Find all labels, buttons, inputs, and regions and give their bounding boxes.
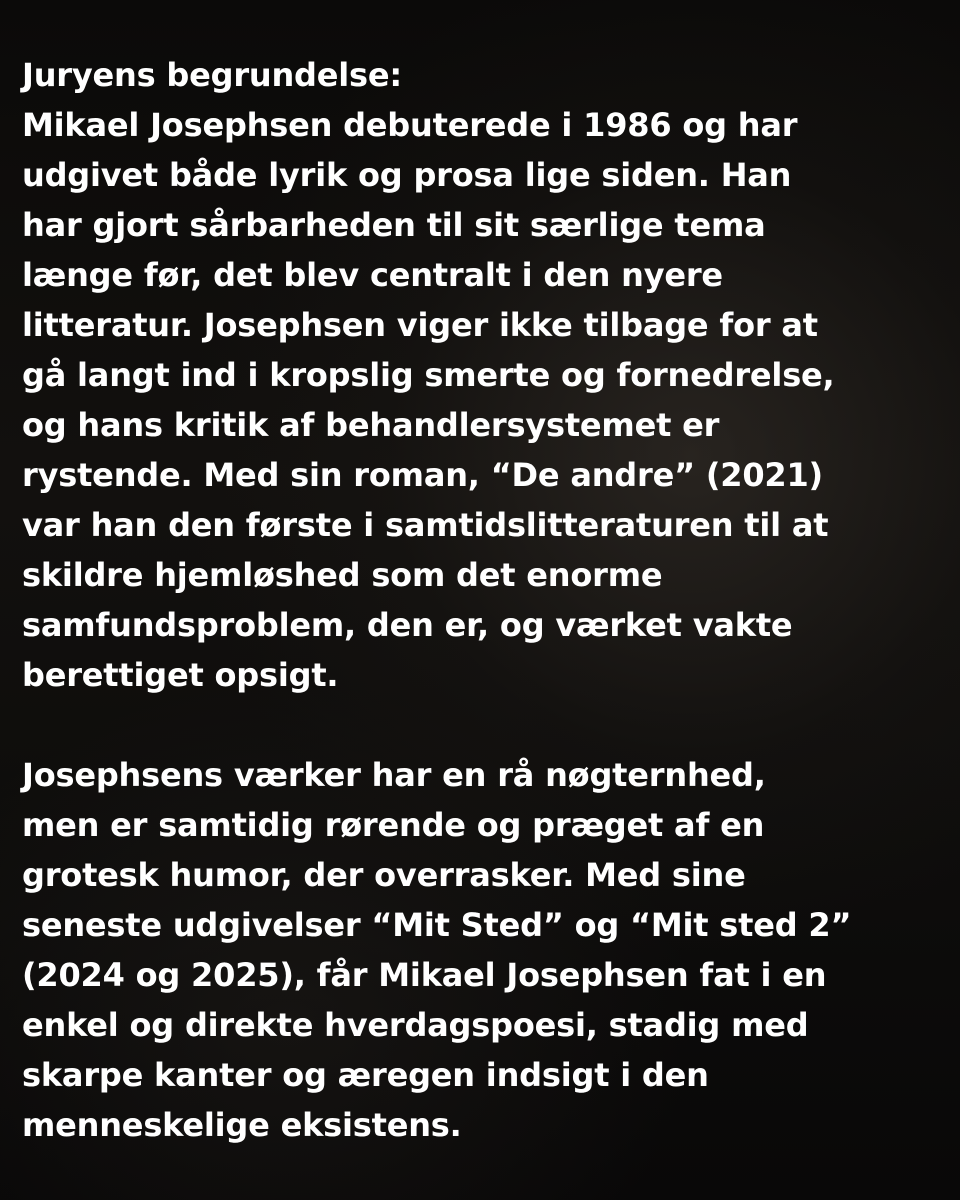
statement-paragraph-1 xyxy=(22,100,942,700)
paragraph-line: og hans kritik af behandlersystemet er xyxy=(22,406,720,444)
paragraph-line: berettiget opsigt. xyxy=(22,656,339,694)
paragraph-line: længe før, det blev centralt i den nyere xyxy=(22,256,723,294)
paragraph-line: udgivet både lyrik og prosa lige siden. Han xyxy=(22,156,792,194)
paragraph-line: men er samtidig rørende og præget af en xyxy=(22,806,765,844)
paragraph-line: Mikael Josephsen debuterede i 1986 og har xyxy=(22,106,798,144)
paragraph-line: seneste udgivelser “Mit Sted” og “Mit sted 2” xyxy=(22,906,852,944)
paragraph-spacer xyxy=(22,700,942,750)
paragraph-line: var han den første i samtidslitteraturen til at xyxy=(22,506,829,544)
paragraph-line: samfundsproblem, den er, og værket vakte xyxy=(22,606,793,644)
paragraph-line: har gjort sårbarheden til sit særlige tema xyxy=(22,206,766,244)
paragraph-line: gå langt ind i kropslig smerte og fornedrelse, xyxy=(22,356,835,394)
paragraph-line: (2024 og 2025), får Mikael Josephsen fat i en xyxy=(22,956,827,994)
statement-heading: Juryens begrundelse: xyxy=(22,56,402,94)
paragraph-line: Josephsens værker har en rå nøgternhed, xyxy=(22,756,766,794)
paragraph-line: skarpe kanter og æregen indsigt i den xyxy=(22,1056,709,1094)
jury-statement xyxy=(22,50,942,1150)
paragraph-line: grotesk humor, der overrasker. Med sine xyxy=(22,856,746,894)
paragraph-line: rystende. Med sin roman, “De andre” (2021) xyxy=(22,456,823,494)
paragraph-line: litteratur. Josephsen viger ikke tilbage for at xyxy=(22,306,818,344)
paragraph-line: skildre hjemløshed som det enorme xyxy=(22,556,663,594)
paragraph-line: menneskelige eksistens. xyxy=(22,1106,462,1144)
statement-paragraph-2 xyxy=(22,750,942,1150)
paragraph-line: enkel og direkte hverdagspoesi, stadig med xyxy=(22,1006,809,1044)
